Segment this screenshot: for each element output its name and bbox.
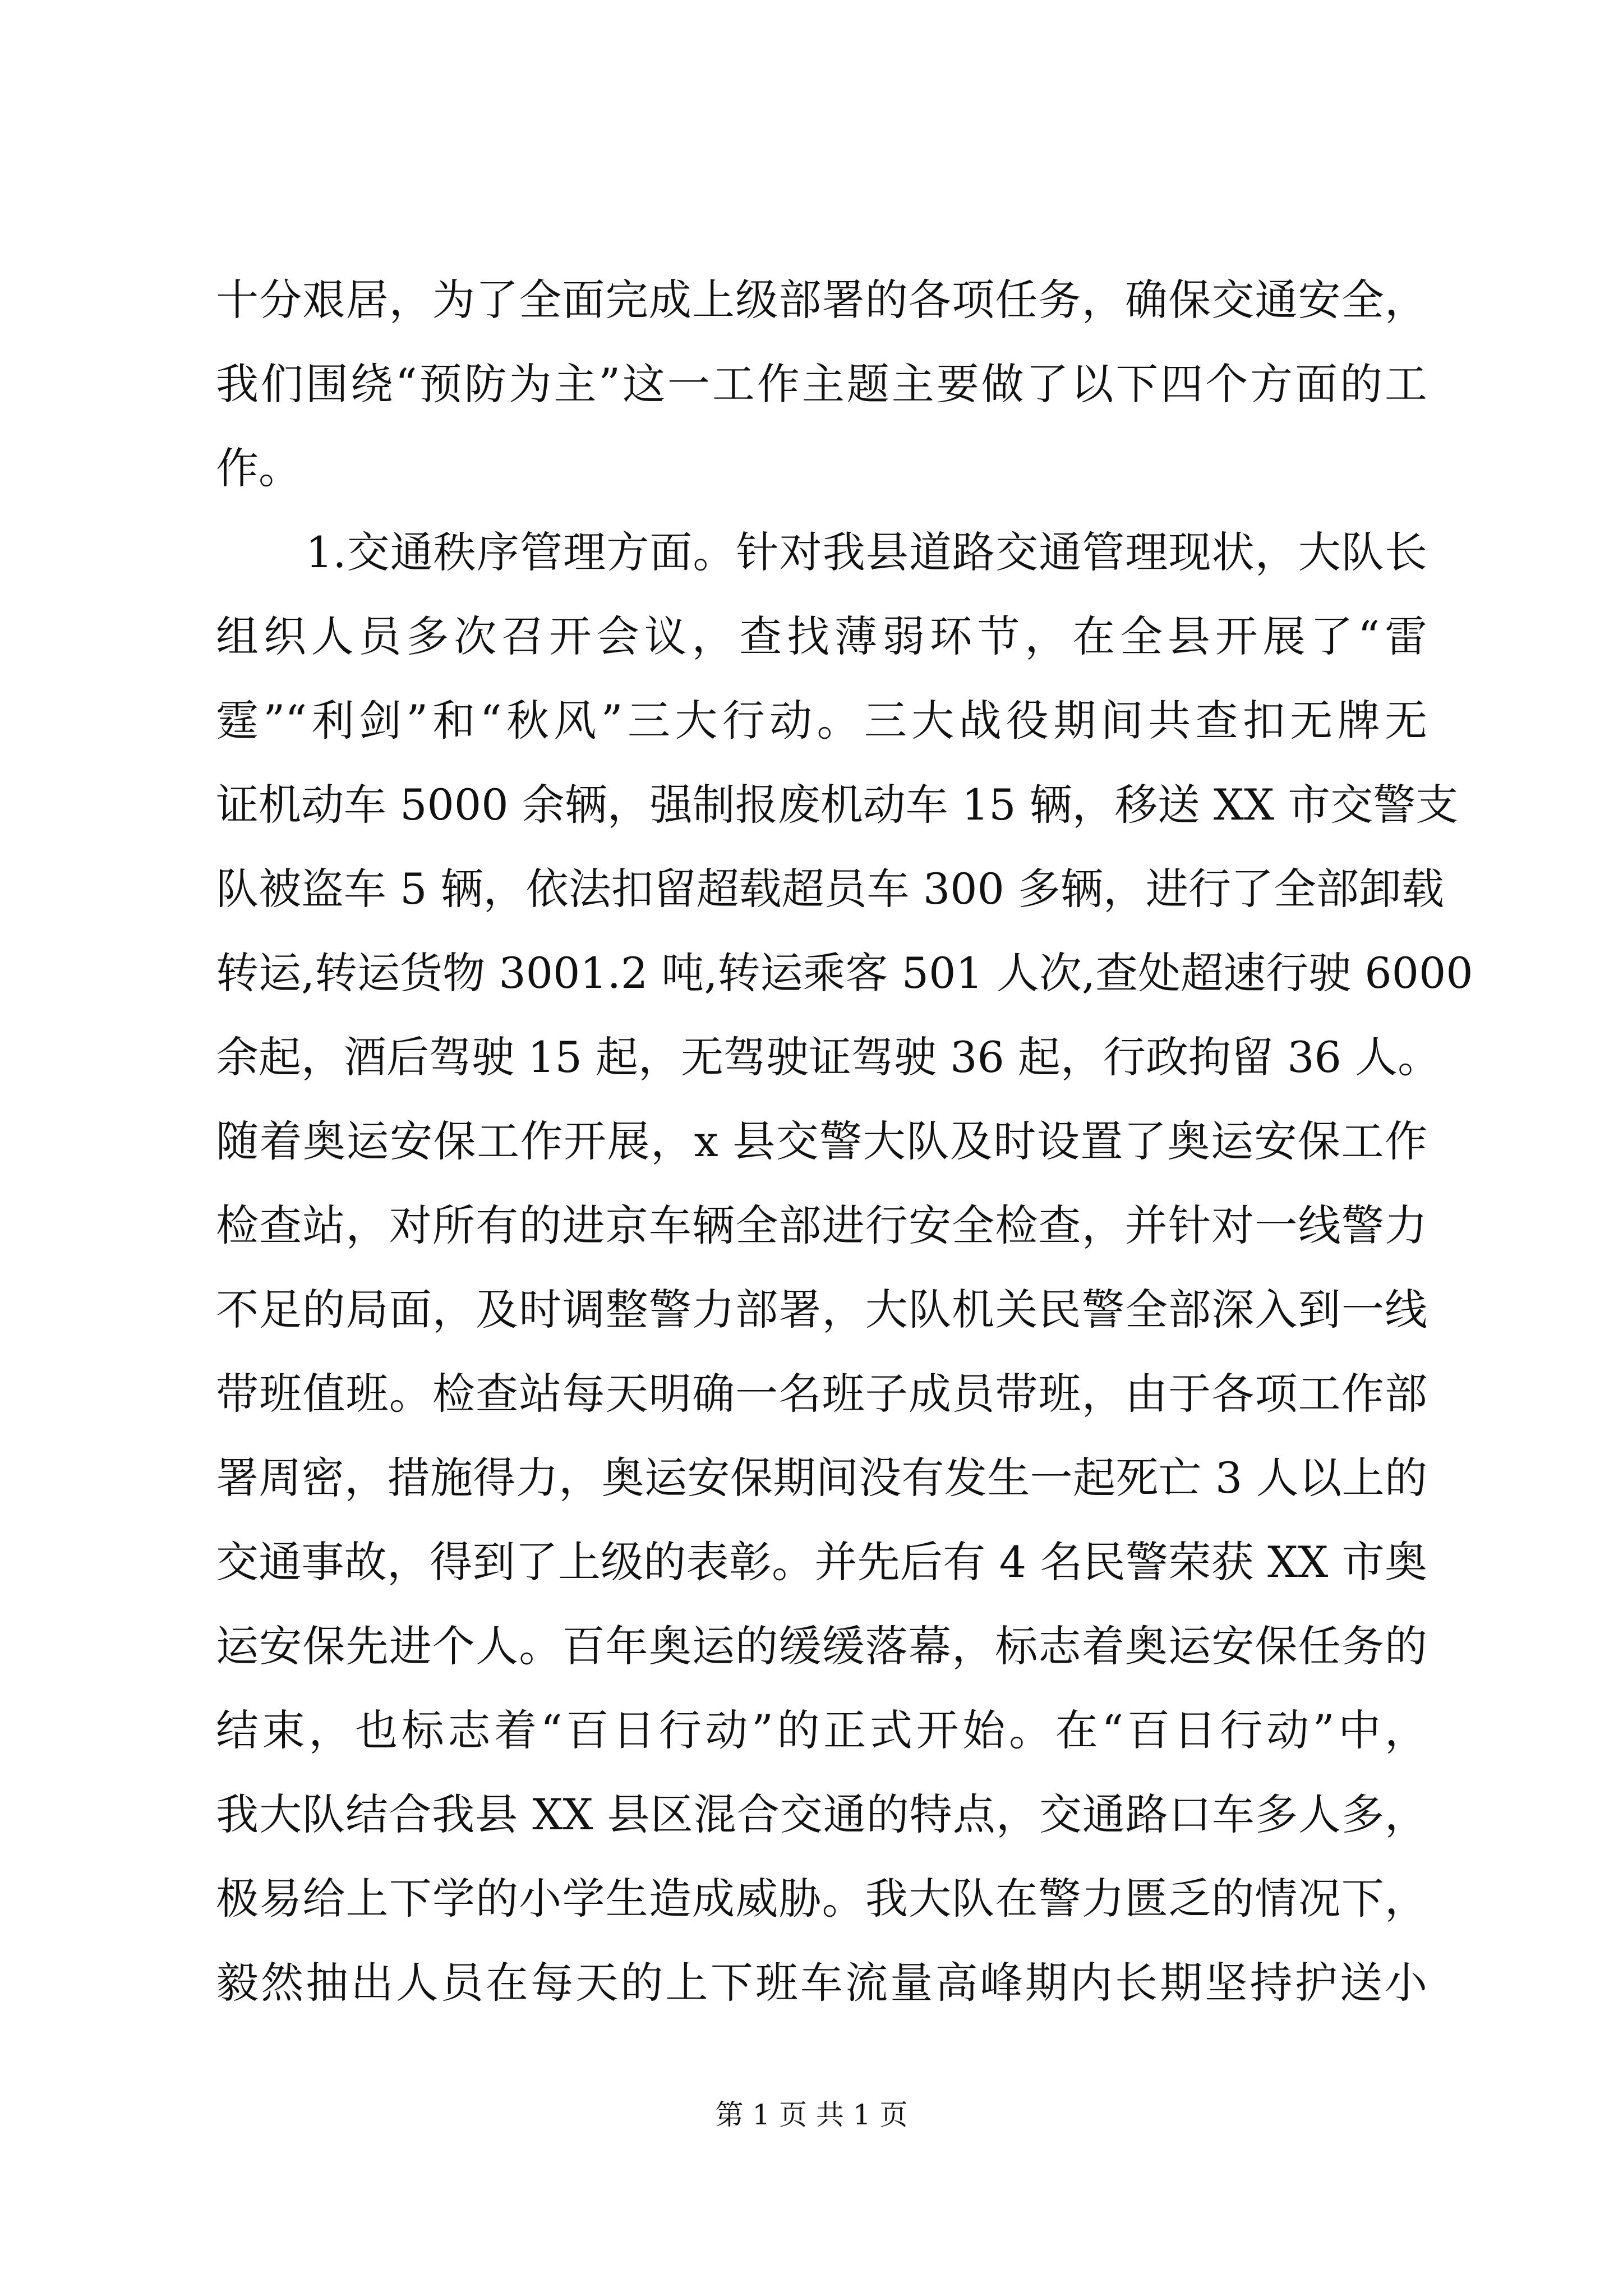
text-line: 1.交通秩序管理方面。针对我县道路交通管理现状，大队长 — [306, 527, 1427, 577]
text-line: 不足的局面，及时调整警力部署，大队机关民警全部深入到一线 — [216, 1285, 1427, 1335]
text-line: 极易给上下学的小学生造成威胁。我大队在警力匮乏的情况下， — [216, 1874, 1427, 1924]
text-line: 运安保先进个人。百年奥运的缓缓落幕，标志着奥运安保任务的 — [216, 1621, 1427, 1671]
text-line: 检查站，对所有的进京车辆全部进行安全检查，并针对一线警力 — [216, 1200, 1427, 1250]
text-line: 队被盗车 5 辆，依法扣留超载超员车 300 多辆，进行了全部卸载 — [216, 864, 1445, 914]
text-line: 转运,转运货物 3001.2 吨,转运乘客 501 人次,查处超速行驶 6000 — [216, 948, 1473, 998]
text-line: 组织人员多次召开会议，查找薄弱环节，在全县开展了“雷 — [216, 611, 1427, 661]
text-line: 随着奥运安保工作开展，x 县交警大队及时设置了奥运安保工作 — [216, 1116, 1427, 1166]
text-line: 我们围绕“预防为主”这一工作主题主要做了以下四个方面的工 — [216, 359, 1427, 409]
text-line: 证机动车 5000 余辆，强制报废机动车 15 辆，移送 XX 市交警支 — [216, 780, 1459, 830]
page-number-footer: 第 1 页 共 1 页 — [715, 2099, 908, 2131]
text-line: 署周密，措施得力，奥运安保期间没有发生一起死亡 3 人以上的 — [216, 1453, 1427, 1503]
text-line: 结束，也标志着“百日行动”的正式开始。在“百日行动”中， — [216, 1705, 1427, 1755]
text-line: 余起，酒后驾驶 15 起，无驾驶证驾驶 36 起，行政拘留 36 人。 — [216, 1032, 1441, 1082]
text-line: 毅然抽出人员在每天的上下班车流量高峰期内长期坚持护送小 — [216, 1958, 1427, 2008]
text-line: 作。 — [216, 443, 301, 493]
text-line: 霆”“利剑”和“秋风”三大行动。三大战役期间共查扣无牌无 — [216, 696, 1427, 746]
text-line: 带班值班。检查站每天明确一名班子成员带班，由于各项工作部 — [216, 1369, 1427, 1419]
text-line: 我大队结合我县 XX 县区混合交通的特点，交通路口车多人多， — [216, 1789, 1427, 1839]
text-line: 十分艰居，为了全面完成上级部署的各项任务，确保交通安全， — [216, 275, 1427, 325]
text-line: 交通事故，得到了上级的表彰。并先后有 4 名民警荣获 XX 市奥 — [216, 1537, 1427, 1587]
